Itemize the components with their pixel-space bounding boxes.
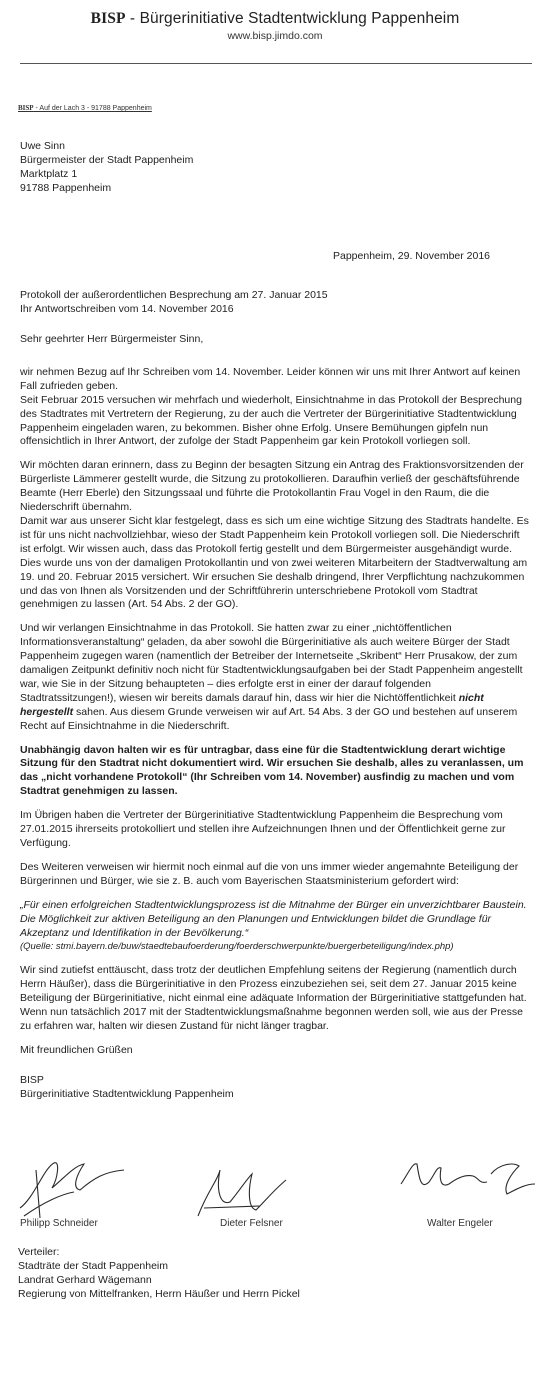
header-divider [20,63,532,64]
paragraph-1-2 [20,366,530,449]
signatory-3: Walter Engeler [427,1218,493,1229]
distribution-item: Stadträte der Stadt Pappenheim [18,1259,169,1272]
signature-scribble-3 [395,1154,545,1214]
org-signature-abbr: BISP [20,1073,44,1086]
quote-block [20,899,530,955]
sender-address: - Auf der Lach 3 - 91788 Pappenheim [33,105,152,112]
paragraph-3: Wir möchten daran erinnern, dass zu Beginn der besagten Sitzung ein Antrag des Fraktionsvorsitzenden der Bürgerliste Lämmerer gestellt wurde, die Sitzung zu protokollieren. Daraufhin verließ der geschäftsführende Beamte (Herr Eberle) den Sitzungssaal und führte die Protokollantin Frau Vogel in den Raum, die die Niederschrift übernahm. [20,459,524,514]
sender-return-line [18,104,152,112]
sender-abbr: BISP [18,104,34,112]
recipient-address [20,140,193,196]
org-signature [20,1074,530,1102]
recipient-title: Bürgermeister der Stadt Pappenheim [20,153,194,166]
signatory-2: Dieter Felsner [220,1218,283,1229]
letterhead [0,10,550,42]
letterhead-title [0,10,550,28]
quote-text: „Für einen erfolgreichen Stadtentwicklungsprozess ist die Mitnahme der Bürger ein unverzichtbarer Baustein. Die Möglichkeit zur aktiven Beteiligung an den Planungen und Entwicklungen bildet die Grundlage für Akzeptanz und Identifikation in der Bevölkerung.“ [20,898,527,939]
paragraph-4: Damit war aus unserer Sicht klar festgelegt, dass es sich um eine wichtige Sitzung des Stadtrats handelte. Es ist für uns nicht nachvollziehbar, wieso der Stadt Pappenheim kein Protokoll vorliegen soll. Die Niederschrift ist erfolgt. Wir wissen auch, dass das Protokoll fertig gestellt und dem Bürgermeister ausgehändigt wurde. Dies wurde uns von der damaligen Protokollantin und von zwei weiteren Mitarbeitern der Stadtverwaltung am 19. und 20. Februar 2015 versichert. Wir ersuchen Sie deshalb dringend, Ihrer Verpflichtung nachzukommen und das von Ihnen als Vorsitzenden und der Schriftführerin unterschriebene Protokoll vom Stadtrat genehmigen zu lassen (Art. 54 Abs. 2 der GO). [20,514,529,611]
quote-source: (Quelle: stmi.bayern.de/buw/staedtebaufoerderung/foerderschwerpunkte/buergerbeteiligung/index.php) [20,941,454,953]
paragraph-5-emphasis: nicht hergestellt [20,691,484,718]
distribution-title: Verteiler: [18,1246,60,1258]
recipient-street: Marktplatz 1 [20,167,78,180]
paragraph-5 [20,622,530,733]
org-name: - Bürgerinitiative Stadtentwicklung Pappenheim [125,10,460,27]
paragraph-8: Des Weiteren verweisen wir hiermit noch einmal auf die von uns immer wieder angemahnte Beteiligung der Bürgerinnen und Bürger, wie sie z. B. auch vom Bayerischen Staatsministerium gefordert wird: [20,860,519,887]
org-abbreviation: BISP [90,10,126,27]
letter-body [20,333,530,1112]
paragraph-5-text-a: Und wir verlangen Einsichtnahme in das Protokoll. Sie hatten zwar zu einer „nichtöffentlichen Informationsveranstaltung“ geladen, da aber sowohl die Bürgerinitiative als auch weitere Bürger der Stadt Pappenheim zugegen waren (namentlich der Betreiber der Internetseite „Skribent“ Herr Prusakow, der zum damaligen Zeitpunkt definitiv noch nicht für Stadtentwicklungsaufgaben bei der Stadt Pappenheim angestellt war, wie Sie in der Sitzung behaupteten – dies erfolgte erst in einer der darauf folgenden Stadtratssitzungen!), wiesen wir bereits damals darauf hin, dass wir hier die Nichtöffentlichkeit [20,622,523,704]
paragraph-5-text-b: sahen. Aus diesem Grunde verweisen wir auf Art. 54 Abs. 3 der GO und bestehen auf unserem Recht auf Einsichtnahme in die Niederschrift. [20,705,518,732]
subject-line-1: Protokoll der außerordentlichen Besprechung am 27. Januar 2015 [20,289,328,301]
paragraph-2: Seit Februar 2015 versuchen wir mehrfach und wiederholt, Einsichtnahme in das Protokoll der Besprechung des Stadtrates mit Vertretern der Regierung, zu der auch die Vertreter der Bürgerinitiative Stadtentwicklung Pappenheim eingeladen waren, zu bekommen. Bisher ohne Erfolg. Unsere Bemühungen gipfeln nun offensichtlich in Ihrer Antwort, der zufolge der Stadt Pappenheim gar kein Protokoll vorliegen soll. [20,393,522,448]
paragraph-1: wir nehmen Bezug auf Ihr Schreiben vom 14. November. Leider können wir uns mit Ihrer Antwort auf keinen Fall zufrieden geben. [20,365,521,392]
subject-line-2: Ihr Antwortschreiben vom 14. November 2016 [20,302,234,315]
org-signature-name: Bürgerinitiative Stadtentwicklung Pappenheim [20,1087,234,1100]
distribution-item: Regierung von Mittelfranken, Herrn Häußer und Herrn Pickel [18,1287,300,1300]
paragraph-3-4 [20,459,530,612]
distribution-item: Landrat Gerhard Wägemann [18,1273,152,1286]
paragraph-6: Unabhängig davon halten wir es für untragbar, dass eine für die Stadtentwicklung derart wichtige Sitzung für den Stadtrat nicht dokumentiert wird. Wir ersuchen Sie deshalb, alles zu veranlassen, um das „nicht vorhandene Protokoll“ (Ihr Schreiben vom 14. November) ausfindig zu machen und vom Stadtrat genehmigen zu lassen. [20,743,524,798]
salutation: Sehr geehrter Herr Bürgermeister Sinn, [20,333,204,345]
letter-date: Pappenheim, 29. November 2016 [333,250,491,262]
paragraph-7: Im Übrigen haben die Vertreter der Bürgerinitiative Stadtentwicklung Pappenheim die Besprechung vom 27.01.2015 ihrerseits protokolliert und stellen ihre Aufzeichnungen Ihnen und der Öffentlichkeit gerne zur Verfügung. [20,809,506,849]
distribution-list [18,1246,300,1302]
website-url: www.bisp.jimdo.com [227,30,323,42]
signatory-1: Philipp Schneider [20,1218,98,1229]
subject-block [20,289,328,317]
recipient-name: Uwe Sinn [20,140,65,152]
paragraph-9: Wir sind zutiefst enttäuscht, dass trotz der deutlichen Empfehlung seitens der Regierung (namentlich durch Herrn Häußer), dass die Bürgerinitiative in den Prozess einzubeziehen sei, seit dem 27. Januar 2015 keine Beteiligung der Bürgerinitiative, nicht einmal eine adäquate Information der Bürgerinitiative stattgefunden hat. Wenn nun tatsächlich 2017 mit der Stadtentwicklungsmaßnahme begonnen werden soll, wie aus der Presse zu erfahren war, halten wir diesen Zustand für nicht länger tragbar. [20,964,527,1032]
closing: Mit freundlichen Grüßen [20,1043,133,1056]
recipient-city: 91788 Pappenheim [20,181,112,194]
